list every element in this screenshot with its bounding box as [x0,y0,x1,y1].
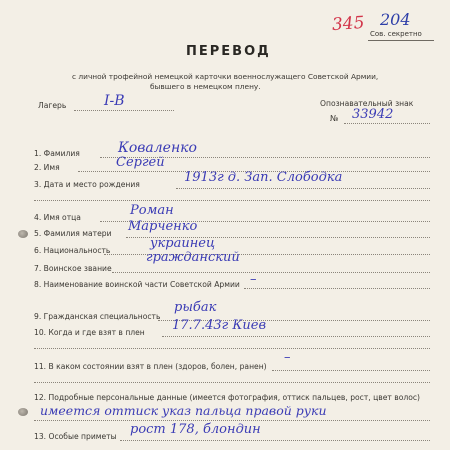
document-title: ПЕРЕВОД [186,44,271,59]
field-personal-data-value: имеется оттиск указ пальца правой руки [40,403,327,418]
field-profession-label: 9. Гражданская специальность [34,312,161,321]
field-rank-label: 7. Воинское звание [34,264,112,273]
field-condition-line [272,370,430,371]
field-birth-label: 3. Дата и место рождения [34,180,140,189]
field-mother-surname-value: Марченко [128,219,198,234]
field-unit-line [244,288,430,289]
field-special-marks-line [120,440,430,441]
camp-value: I-B [104,93,125,109]
camp-label: Лагерь [38,101,67,110]
field-mother-surname-label: 5. Фамилия матери [34,229,112,238]
classification-underline [368,40,434,41]
id-mark-value: 33942 [352,107,394,122]
field-rank-line [112,272,430,273]
field-special-marks-label: 13. Особые приметы [34,432,117,441]
field-rank-value: гражданский [146,250,240,265]
field-father-value: Роман [130,203,174,218]
classification-label: Сов. секретно [370,30,422,38]
subtitle-line-2: бывшего в немецком плену. [150,82,261,91]
field-condition-value: – [284,350,291,365]
punch-hole-icon [18,230,28,238]
field-profession-value: рыбак [174,300,217,315]
field-unit-value: – [250,272,257,287]
field-unit-label: 8. Наименование воинской части Советской Армии [34,280,240,289]
subtitle-line-1: с личной трофейной немецкой карточки военнослужащего Советской Армии, [72,72,379,81]
field-name-label: 2. Имя [34,163,60,172]
id-mark-number-sign: № [330,114,339,123]
field-surname-value: Коваленко [118,140,197,156]
field-captured-value: 17.7.43г Киев [172,318,267,333]
camp-line [74,110,174,111]
field-captured-line [162,336,430,337]
field-special-marks-value: рост 178, блондин [130,422,261,437]
field-surname-label: 1. Фамилия [34,149,80,158]
field-condition-line-2 [34,382,430,383]
field-name-value: Сергей [116,155,165,170]
field-captured-label: 10. Когда и где взят в плен [34,328,145,337]
blue-archive-number: 204 [380,10,411,29]
field-condition-label: 11. В каком состоянии взят в плен (здоров, болен, ранен) [34,362,267,371]
punch-hole-icon [18,408,28,416]
field-birth-line [176,188,430,189]
id-mark-label: Опознавательный знак [320,99,414,108]
field-birth-value: 1913г д. Зап. Слободка [184,170,343,185]
field-personal-data-line [34,420,430,421]
field-personal-data-label: 12. Подробные персональные данные (имеется фотография, оттиск пальцев, рост, цвет волос) [34,393,421,402]
field-captured-line-2 [34,348,430,349]
field-nationality-value: украинец [150,236,216,251]
field-birth-line-2 [34,200,430,201]
field-father-label: 4. Имя отца [34,213,81,222]
id-mark-line [344,123,430,124]
field-nationality-label: 6. Национальность [34,246,111,255]
red-archive-number: 345 [331,12,366,36]
